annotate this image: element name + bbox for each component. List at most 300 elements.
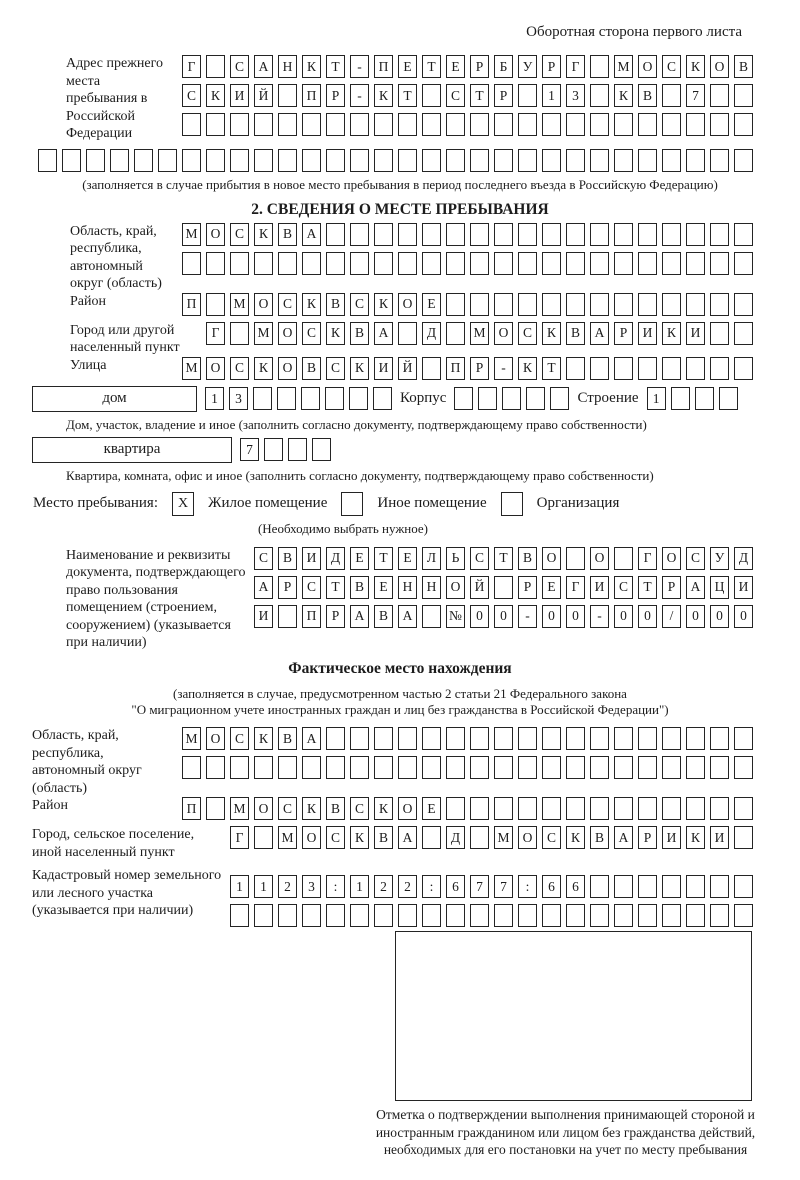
- char-box[interactable]: О: [494, 322, 513, 345]
- char-box[interactable]: [325, 387, 344, 410]
- char-box[interactable]: В: [326, 797, 345, 820]
- char-box[interactable]: [710, 293, 729, 316]
- char-box[interactable]: О: [398, 293, 417, 316]
- char-box[interactable]: [566, 252, 585, 275]
- char-box[interactable]: [494, 756, 513, 779]
- char-box[interactable]: Е: [542, 576, 561, 599]
- char-box[interactable]: К: [326, 322, 345, 345]
- char-box[interactable]: 0: [734, 605, 753, 628]
- char-box[interactable]: [398, 904, 417, 927]
- char-box[interactable]: [278, 84, 297, 107]
- char-box[interactable]: [590, 252, 609, 275]
- char-box[interactable]: 0: [638, 605, 657, 628]
- char-box[interactable]: [590, 293, 609, 316]
- char-box[interactable]: [566, 727, 585, 750]
- char-box[interactable]: [638, 223, 657, 246]
- char-box[interactable]: [182, 252, 201, 275]
- char-box[interactable]: С: [518, 322, 537, 345]
- char-box[interactable]: [470, 756, 489, 779]
- char-box[interactable]: В: [374, 605, 393, 628]
- char-box[interactable]: О: [590, 547, 609, 570]
- char-box[interactable]: Й: [470, 576, 489, 599]
- char-box[interactable]: О: [254, 797, 273, 820]
- char-box[interactable]: [518, 797, 537, 820]
- char-box[interactable]: [518, 113, 537, 136]
- char-box[interactable]: А: [614, 826, 633, 849]
- char-box[interactable]: [638, 904, 657, 927]
- char-box[interactable]: М: [182, 727, 201, 750]
- char-box[interactable]: В: [278, 223, 297, 246]
- char-box[interactable]: [134, 149, 153, 172]
- char-box[interactable]: [446, 293, 465, 316]
- char-box[interactable]: [446, 727, 465, 750]
- char-box[interactable]: С: [326, 357, 345, 380]
- char-box[interactable]: [254, 149, 273, 172]
- char-box[interactable]: А: [302, 223, 321, 246]
- char-box[interactable]: С: [686, 547, 705, 570]
- char-box[interactable]: К: [254, 357, 273, 380]
- char-box[interactable]: К: [686, 826, 705, 849]
- char-box[interactable]: Г: [566, 576, 585, 599]
- char-box[interactable]: [470, 826, 489, 849]
- char-box[interactable]: К: [614, 84, 633, 107]
- char-box[interactable]: С: [230, 357, 249, 380]
- char-box[interactable]: И: [374, 357, 393, 380]
- char-box[interactable]: Д: [734, 547, 753, 570]
- char-box[interactable]: 3: [229, 387, 248, 410]
- char-box[interactable]: П: [446, 357, 465, 380]
- char-box[interactable]: [206, 149, 225, 172]
- char-box[interactable]: [542, 223, 561, 246]
- char-box[interactable]: -: [350, 55, 369, 78]
- char-box[interactable]: [734, 223, 753, 246]
- char-box[interactable]: [662, 727, 681, 750]
- char-box[interactable]: О: [206, 223, 225, 246]
- char-box[interactable]: Р: [326, 84, 345, 107]
- char-box[interactable]: [566, 547, 585, 570]
- char-box[interactable]: В: [278, 547, 297, 570]
- char-box[interactable]: [614, 149, 633, 172]
- char-box[interactable]: 3: [302, 875, 321, 898]
- char-box[interactable]: 7: [240, 438, 259, 461]
- char-box[interactable]: О: [302, 826, 321, 849]
- char-box[interactable]: И: [254, 605, 273, 628]
- char-box[interactable]: 0: [686, 605, 705, 628]
- char-box[interactable]: :: [326, 875, 345, 898]
- char-box[interactable]: [695, 387, 714, 410]
- char-box[interactable]: [446, 322, 465, 345]
- char-box[interactable]: 2: [374, 875, 393, 898]
- char-box[interactable]: /: [662, 605, 681, 628]
- char-box[interactable]: Е: [374, 576, 393, 599]
- char-box[interactable]: К: [254, 223, 273, 246]
- char-box[interactable]: [638, 797, 657, 820]
- char-box[interactable]: И: [230, 84, 249, 107]
- char-box[interactable]: [710, 113, 729, 136]
- char-box[interactable]: Р: [542, 55, 561, 78]
- char-box[interactable]: К: [374, 797, 393, 820]
- char-box[interactable]: [446, 223, 465, 246]
- char-box[interactable]: [614, 727, 633, 750]
- char-box[interactable]: [662, 293, 681, 316]
- char-box[interactable]: 1: [350, 875, 369, 898]
- char-box[interactable]: [710, 756, 729, 779]
- char-box[interactable]: [518, 727, 537, 750]
- char-box[interactable]: 1: [254, 875, 273, 898]
- char-box[interactable]: М: [614, 55, 633, 78]
- char-box[interactable]: [350, 756, 369, 779]
- char-box[interactable]: О: [542, 547, 561, 570]
- char-box[interactable]: [518, 756, 537, 779]
- char-box[interactable]: 2: [398, 875, 417, 898]
- char-box[interactable]: [590, 113, 609, 136]
- char-box[interactable]: [230, 252, 249, 275]
- char-box[interactable]: Е: [398, 547, 417, 570]
- char-box[interactable]: [349, 387, 368, 410]
- char-box[interactable]: [671, 387, 690, 410]
- char-box[interactable]: [374, 904, 393, 927]
- char-box[interactable]: [614, 756, 633, 779]
- char-box[interactable]: [638, 149, 657, 172]
- char-box[interactable]: Е: [422, 797, 441, 820]
- char-box[interactable]: Т: [542, 357, 561, 380]
- char-box[interactable]: [734, 149, 753, 172]
- char-box[interactable]: Р: [518, 576, 537, 599]
- char-box[interactable]: [662, 797, 681, 820]
- char-box[interactable]: Е: [398, 55, 417, 78]
- char-box[interactable]: -: [350, 84, 369, 107]
- char-box[interactable]: [686, 113, 705, 136]
- char-box[interactable]: О: [206, 727, 225, 750]
- char-box[interactable]: [542, 293, 561, 316]
- char-box[interactable]: В: [278, 727, 297, 750]
- char-box[interactable]: [254, 904, 273, 927]
- char-box[interactable]: У: [710, 547, 729, 570]
- char-box[interactable]: [254, 756, 273, 779]
- char-box[interactable]: В: [326, 293, 345, 316]
- char-box[interactable]: Ц: [710, 576, 729, 599]
- char-box[interactable]: [686, 149, 705, 172]
- char-box[interactable]: [614, 904, 633, 927]
- char-box[interactable]: Т: [638, 576, 657, 599]
- char-box[interactable]: [62, 149, 81, 172]
- char-box[interactable]: Р: [638, 826, 657, 849]
- char-box[interactable]: [326, 756, 345, 779]
- char-box[interactable]: [542, 904, 561, 927]
- char-box[interactable]: [422, 113, 441, 136]
- char-box[interactable]: В: [638, 84, 657, 107]
- char-box[interactable]: [734, 904, 753, 927]
- char-box[interactable]: Б: [494, 55, 513, 78]
- char-box[interactable]: К: [302, 55, 321, 78]
- char-box[interactable]: 6: [542, 875, 561, 898]
- char-box[interactable]: Г: [182, 55, 201, 78]
- char-box[interactable]: [542, 113, 561, 136]
- char-box[interactable]: И: [302, 547, 321, 570]
- char-box[interactable]: Ь: [446, 547, 465, 570]
- char-box[interactable]: [206, 797, 225, 820]
- char-box[interactable]: К: [254, 727, 273, 750]
- char-box[interactable]: В: [518, 547, 537, 570]
- char-box[interactable]: М: [182, 223, 201, 246]
- char-box[interactable]: [662, 223, 681, 246]
- char-box[interactable]: [590, 84, 609, 107]
- char-box[interactable]: [278, 149, 297, 172]
- char-box[interactable]: [734, 357, 753, 380]
- char-box[interactable]: [566, 357, 585, 380]
- char-box[interactable]: 7: [470, 875, 489, 898]
- stay-option-organization-checkbox[interactable]: [501, 492, 523, 516]
- char-box[interactable]: [590, 797, 609, 820]
- char-box[interactable]: [206, 252, 225, 275]
- char-box[interactable]: [734, 113, 753, 136]
- char-box[interactable]: И: [638, 322, 657, 345]
- char-box[interactable]: [374, 149, 393, 172]
- char-box[interactable]: [686, 293, 705, 316]
- char-box[interactable]: [398, 756, 417, 779]
- char-box[interactable]: М: [470, 322, 489, 345]
- char-box[interactable]: К: [686, 55, 705, 78]
- char-box[interactable]: [518, 252, 537, 275]
- char-box[interactable]: [590, 55, 609, 78]
- char-box[interactable]: 7: [686, 84, 705, 107]
- char-box[interactable]: [350, 223, 369, 246]
- char-box[interactable]: [470, 904, 489, 927]
- char-box[interactable]: [734, 727, 753, 750]
- char-box[interactable]: [422, 727, 441, 750]
- char-box[interactable]: [398, 223, 417, 246]
- char-box[interactable]: [254, 826, 273, 849]
- char-box[interactable]: [686, 875, 705, 898]
- char-box[interactable]: [542, 252, 561, 275]
- char-box[interactable]: 0: [470, 605, 489, 628]
- char-box[interactable]: Л: [422, 547, 441, 570]
- char-box[interactable]: [494, 223, 513, 246]
- stay-option-other-checkbox[interactable]: [341, 492, 363, 516]
- char-box[interactable]: [230, 113, 249, 136]
- char-box[interactable]: Н: [422, 576, 441, 599]
- char-box[interactable]: [278, 756, 297, 779]
- char-box[interactable]: [446, 904, 465, 927]
- char-box[interactable]: С: [350, 797, 369, 820]
- char-box[interactable]: [566, 223, 585, 246]
- char-box[interactable]: И: [686, 322, 705, 345]
- char-box[interactable]: [566, 797, 585, 820]
- char-box[interactable]: [350, 904, 369, 927]
- char-box[interactable]: [182, 149, 201, 172]
- char-box[interactable]: [734, 84, 753, 107]
- char-box[interactable]: [301, 387, 320, 410]
- char-box[interactable]: [374, 223, 393, 246]
- char-box[interactable]: [422, 904, 441, 927]
- char-box[interactable]: 0: [566, 605, 585, 628]
- char-box[interactable]: К: [518, 357, 537, 380]
- char-box[interactable]: [638, 252, 657, 275]
- char-box[interactable]: В: [590, 826, 609, 849]
- char-box[interactable]: [686, 252, 705, 275]
- char-box[interactable]: В: [350, 576, 369, 599]
- char-box[interactable]: О: [446, 576, 465, 599]
- char-box[interactable]: [350, 727, 369, 750]
- char-box[interactable]: [422, 223, 441, 246]
- char-box[interactable]: [614, 547, 633, 570]
- char-box[interactable]: [734, 322, 753, 345]
- char-box[interactable]: [566, 113, 585, 136]
- char-box[interactable]: Й: [398, 357, 417, 380]
- char-box[interactable]: К: [374, 293, 393, 316]
- char-box[interactable]: [446, 113, 465, 136]
- char-box[interactable]: [422, 149, 441, 172]
- char-box[interactable]: Д: [326, 547, 345, 570]
- char-box[interactable]: [182, 113, 201, 136]
- char-box[interactable]: П: [182, 293, 201, 316]
- char-box[interactable]: Й: [254, 84, 273, 107]
- char-box[interactable]: [662, 113, 681, 136]
- char-box[interactable]: С: [662, 55, 681, 78]
- char-box[interactable]: М: [494, 826, 513, 849]
- char-box[interactable]: [494, 576, 513, 599]
- char-box[interactable]: У: [518, 55, 537, 78]
- char-box[interactable]: [398, 322, 417, 345]
- char-box[interactable]: А: [374, 322, 393, 345]
- char-box[interactable]: [398, 727, 417, 750]
- char-box[interactable]: [614, 223, 633, 246]
- char-box[interactable]: [542, 727, 561, 750]
- char-box[interactable]: [350, 252, 369, 275]
- char-box[interactable]: [710, 875, 729, 898]
- char-box[interactable]: [590, 904, 609, 927]
- char-box[interactable]: В: [734, 55, 753, 78]
- char-box[interactable]: Р: [470, 55, 489, 78]
- char-box[interactable]: 1: [230, 875, 249, 898]
- char-box[interactable]: [662, 756, 681, 779]
- char-box[interactable]: [326, 252, 345, 275]
- char-box[interactable]: В: [302, 357, 321, 380]
- char-box[interactable]: [686, 357, 705, 380]
- char-box[interactable]: -: [518, 605, 537, 628]
- char-box[interactable]: [470, 293, 489, 316]
- char-box[interactable]: [686, 727, 705, 750]
- char-box[interactable]: 1: [647, 387, 666, 410]
- char-box[interactable]: Г: [230, 826, 249, 849]
- char-box[interactable]: [566, 904, 585, 927]
- char-box[interactable]: [614, 875, 633, 898]
- char-box[interactable]: 6: [446, 875, 465, 898]
- char-box[interactable]: [734, 293, 753, 316]
- char-box[interactable]: [494, 113, 513, 136]
- char-box[interactable]: [398, 149, 417, 172]
- char-box[interactable]: Т: [470, 84, 489, 107]
- char-box[interactable]: О: [710, 55, 729, 78]
- char-box[interactable]: 6: [566, 875, 585, 898]
- char-box[interactable]: [326, 149, 345, 172]
- char-box[interactable]: П: [302, 84, 321, 107]
- char-box[interactable]: [494, 149, 513, 172]
- char-box[interactable]: [710, 84, 729, 107]
- char-box[interactable]: Р: [614, 322, 633, 345]
- char-box[interactable]: [446, 756, 465, 779]
- char-box[interactable]: [374, 113, 393, 136]
- char-box[interactable]: [734, 252, 753, 275]
- char-box[interactable]: [566, 149, 585, 172]
- char-box[interactable]: [686, 756, 705, 779]
- char-box[interactable]: [478, 387, 497, 410]
- char-box[interactable]: К: [662, 322, 681, 345]
- char-box[interactable]: С: [470, 547, 489, 570]
- char-box[interactable]: [550, 387, 569, 410]
- char-box[interactable]: [638, 113, 657, 136]
- char-box[interactable]: С: [230, 55, 249, 78]
- char-box[interactable]: А: [254, 576, 273, 599]
- char-box[interactable]: [494, 797, 513, 820]
- char-box[interactable]: [662, 357, 681, 380]
- char-box[interactable]: [566, 293, 585, 316]
- char-box[interactable]: [614, 113, 633, 136]
- char-box[interactable]: :: [422, 875, 441, 898]
- char-box[interactable]: Н: [278, 55, 297, 78]
- char-box[interactable]: Е: [422, 293, 441, 316]
- char-box[interactable]: [110, 149, 129, 172]
- char-box[interactable]: [253, 387, 272, 410]
- char-box[interactable]: 0: [494, 605, 513, 628]
- char-box[interactable]: К: [542, 322, 561, 345]
- char-box[interactable]: Т: [398, 84, 417, 107]
- char-box[interactable]: К: [206, 84, 225, 107]
- char-box[interactable]: [302, 252, 321, 275]
- char-box[interactable]: [710, 727, 729, 750]
- char-box[interactable]: [542, 756, 561, 779]
- char-box[interactable]: Р: [470, 357, 489, 380]
- char-box[interactable]: [206, 55, 225, 78]
- char-box[interactable]: М: [230, 797, 249, 820]
- char-box[interactable]: Д: [446, 826, 465, 849]
- char-box[interactable]: [374, 756, 393, 779]
- char-box[interactable]: [614, 252, 633, 275]
- char-box[interactable]: [350, 113, 369, 136]
- char-box[interactable]: И: [710, 826, 729, 849]
- char-box[interactable]: [590, 756, 609, 779]
- char-box[interactable]: О: [398, 797, 417, 820]
- char-box[interactable]: С: [614, 576, 633, 599]
- char-box[interactable]: [590, 223, 609, 246]
- char-box[interactable]: [230, 756, 249, 779]
- char-box[interactable]: Е: [350, 547, 369, 570]
- char-box[interactable]: [470, 223, 489, 246]
- char-box[interactable]: [422, 605, 441, 628]
- char-box[interactable]: О: [278, 322, 297, 345]
- char-box[interactable]: [326, 727, 345, 750]
- char-box[interactable]: [686, 797, 705, 820]
- char-box[interactable]: [710, 357, 729, 380]
- char-box[interactable]: [518, 84, 537, 107]
- char-box[interactable]: А: [686, 576, 705, 599]
- char-box[interactable]: П: [182, 797, 201, 820]
- char-box[interactable]: [158, 149, 177, 172]
- char-box[interactable]: [494, 904, 513, 927]
- char-box[interactable]: С: [446, 84, 465, 107]
- char-box[interactable]: 7: [494, 875, 513, 898]
- char-box[interactable]: [422, 84, 441, 107]
- char-box[interactable]: [288, 438, 307, 461]
- char-box[interactable]: [182, 756, 201, 779]
- char-box[interactable]: С: [182, 84, 201, 107]
- char-box[interactable]: Т: [326, 576, 345, 599]
- char-box[interactable]: [374, 727, 393, 750]
- char-box[interactable]: [614, 293, 633, 316]
- char-box[interactable]: [542, 149, 561, 172]
- char-box[interactable]: [638, 727, 657, 750]
- char-box[interactable]: М: [182, 357, 201, 380]
